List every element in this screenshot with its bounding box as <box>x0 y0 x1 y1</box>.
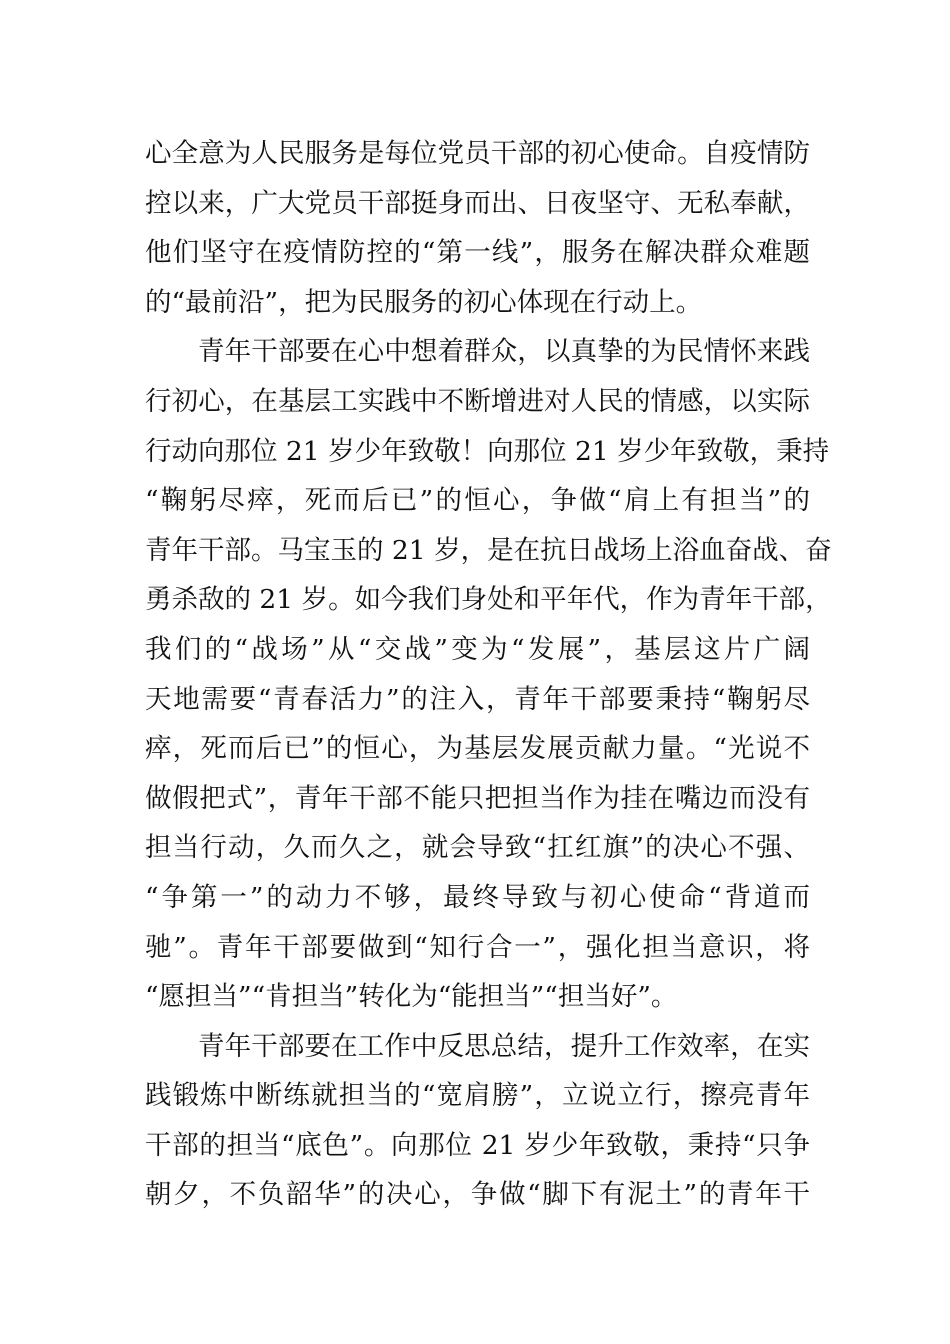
text-line: 行初心，在基层工实践中不断增进对人民的情感，以实际 <box>145 385 810 417</box>
paragraph-2 <box>145 327 832 1021</box>
text-line: 青年干部。马宝玉的 21 岁，是在抗日战场上浴血奋战、奋 <box>145 534 832 566</box>
text-line: 心全意为人民服务是每位党员干部的初心使命。自疫情防 <box>145 138 810 169</box>
text-line: 担当行动，久而久之，就会导致“扛红旗”的决心不强、 <box>145 832 810 864</box>
text-line: 我们的“战场”从“交战”变为“发展”，基层这片广阔 <box>145 633 810 665</box>
text-line: 干部的担当“底色”。向那位 21 岁少年致敬，秉持“只争 <box>145 1129 810 1161</box>
text-line: 他们坚守在疫情防控的“第一线”，服务在解决群众难题 <box>145 237 810 269</box>
text-line: 驰”。青年干部要做到“知行合一”，强化担当意识，将 <box>145 931 810 963</box>
text-line: 青年干部要在工作中反思总结，提升工作效率，在实 <box>198 1030 810 1062</box>
paragraph-3 <box>145 1022 810 1220</box>
paragraph-1 <box>145 129 810 327</box>
text-line: 天地需要“青春活力”的注入，青年干部要秉持“鞠躬尽 <box>145 683 810 715</box>
text-line: 践锻炼中断练就担当的“宽肩膀”，立说立行，擦亮青年 <box>145 1080 810 1112</box>
text-line: “愿担当”“肯担当”转化为“能担当”“担当好”。 <box>145 981 678 1013</box>
text-line: 的“最前沿”，把为民服务的初心体现在行动上。 <box>145 286 703 318</box>
text-line: 瘁，死而后已”的恒心，为基层发展贡献力量。“光说不 <box>145 733 810 765</box>
text-line: 控以来，广大党员干部挺身而出、日夜坚守、无私奉献， <box>145 187 810 219</box>
text-line: “争第一”的动力不够，最终导致与初心使命“背道而 <box>145 881 810 913</box>
text-line: “鞠躬尽瘁，死而后已”的恒心，争做“肩上有担当”的 <box>145 485 810 517</box>
text-line: 做假把式”，青年干部不能只把担当作为挂在嘴边而没有 <box>145 782 810 814</box>
text-line: 青年干部要在心中想着群众，以真挚的为民情怀来践 <box>198 336 810 368</box>
text-line: 行动向那位 21 岁少年致敬！向那位 21 岁少年致敬，秉持 <box>145 435 830 467</box>
body-text <box>145 129 832 1220</box>
text-line: 勇杀敌的 21 岁。如今我们身处和平年代，作为青年干部， <box>145 584 832 616</box>
text-line: 朝夕，不负韶华”的决心，争做“脚下有泥土”的青年干 <box>145 1179 810 1211</box>
